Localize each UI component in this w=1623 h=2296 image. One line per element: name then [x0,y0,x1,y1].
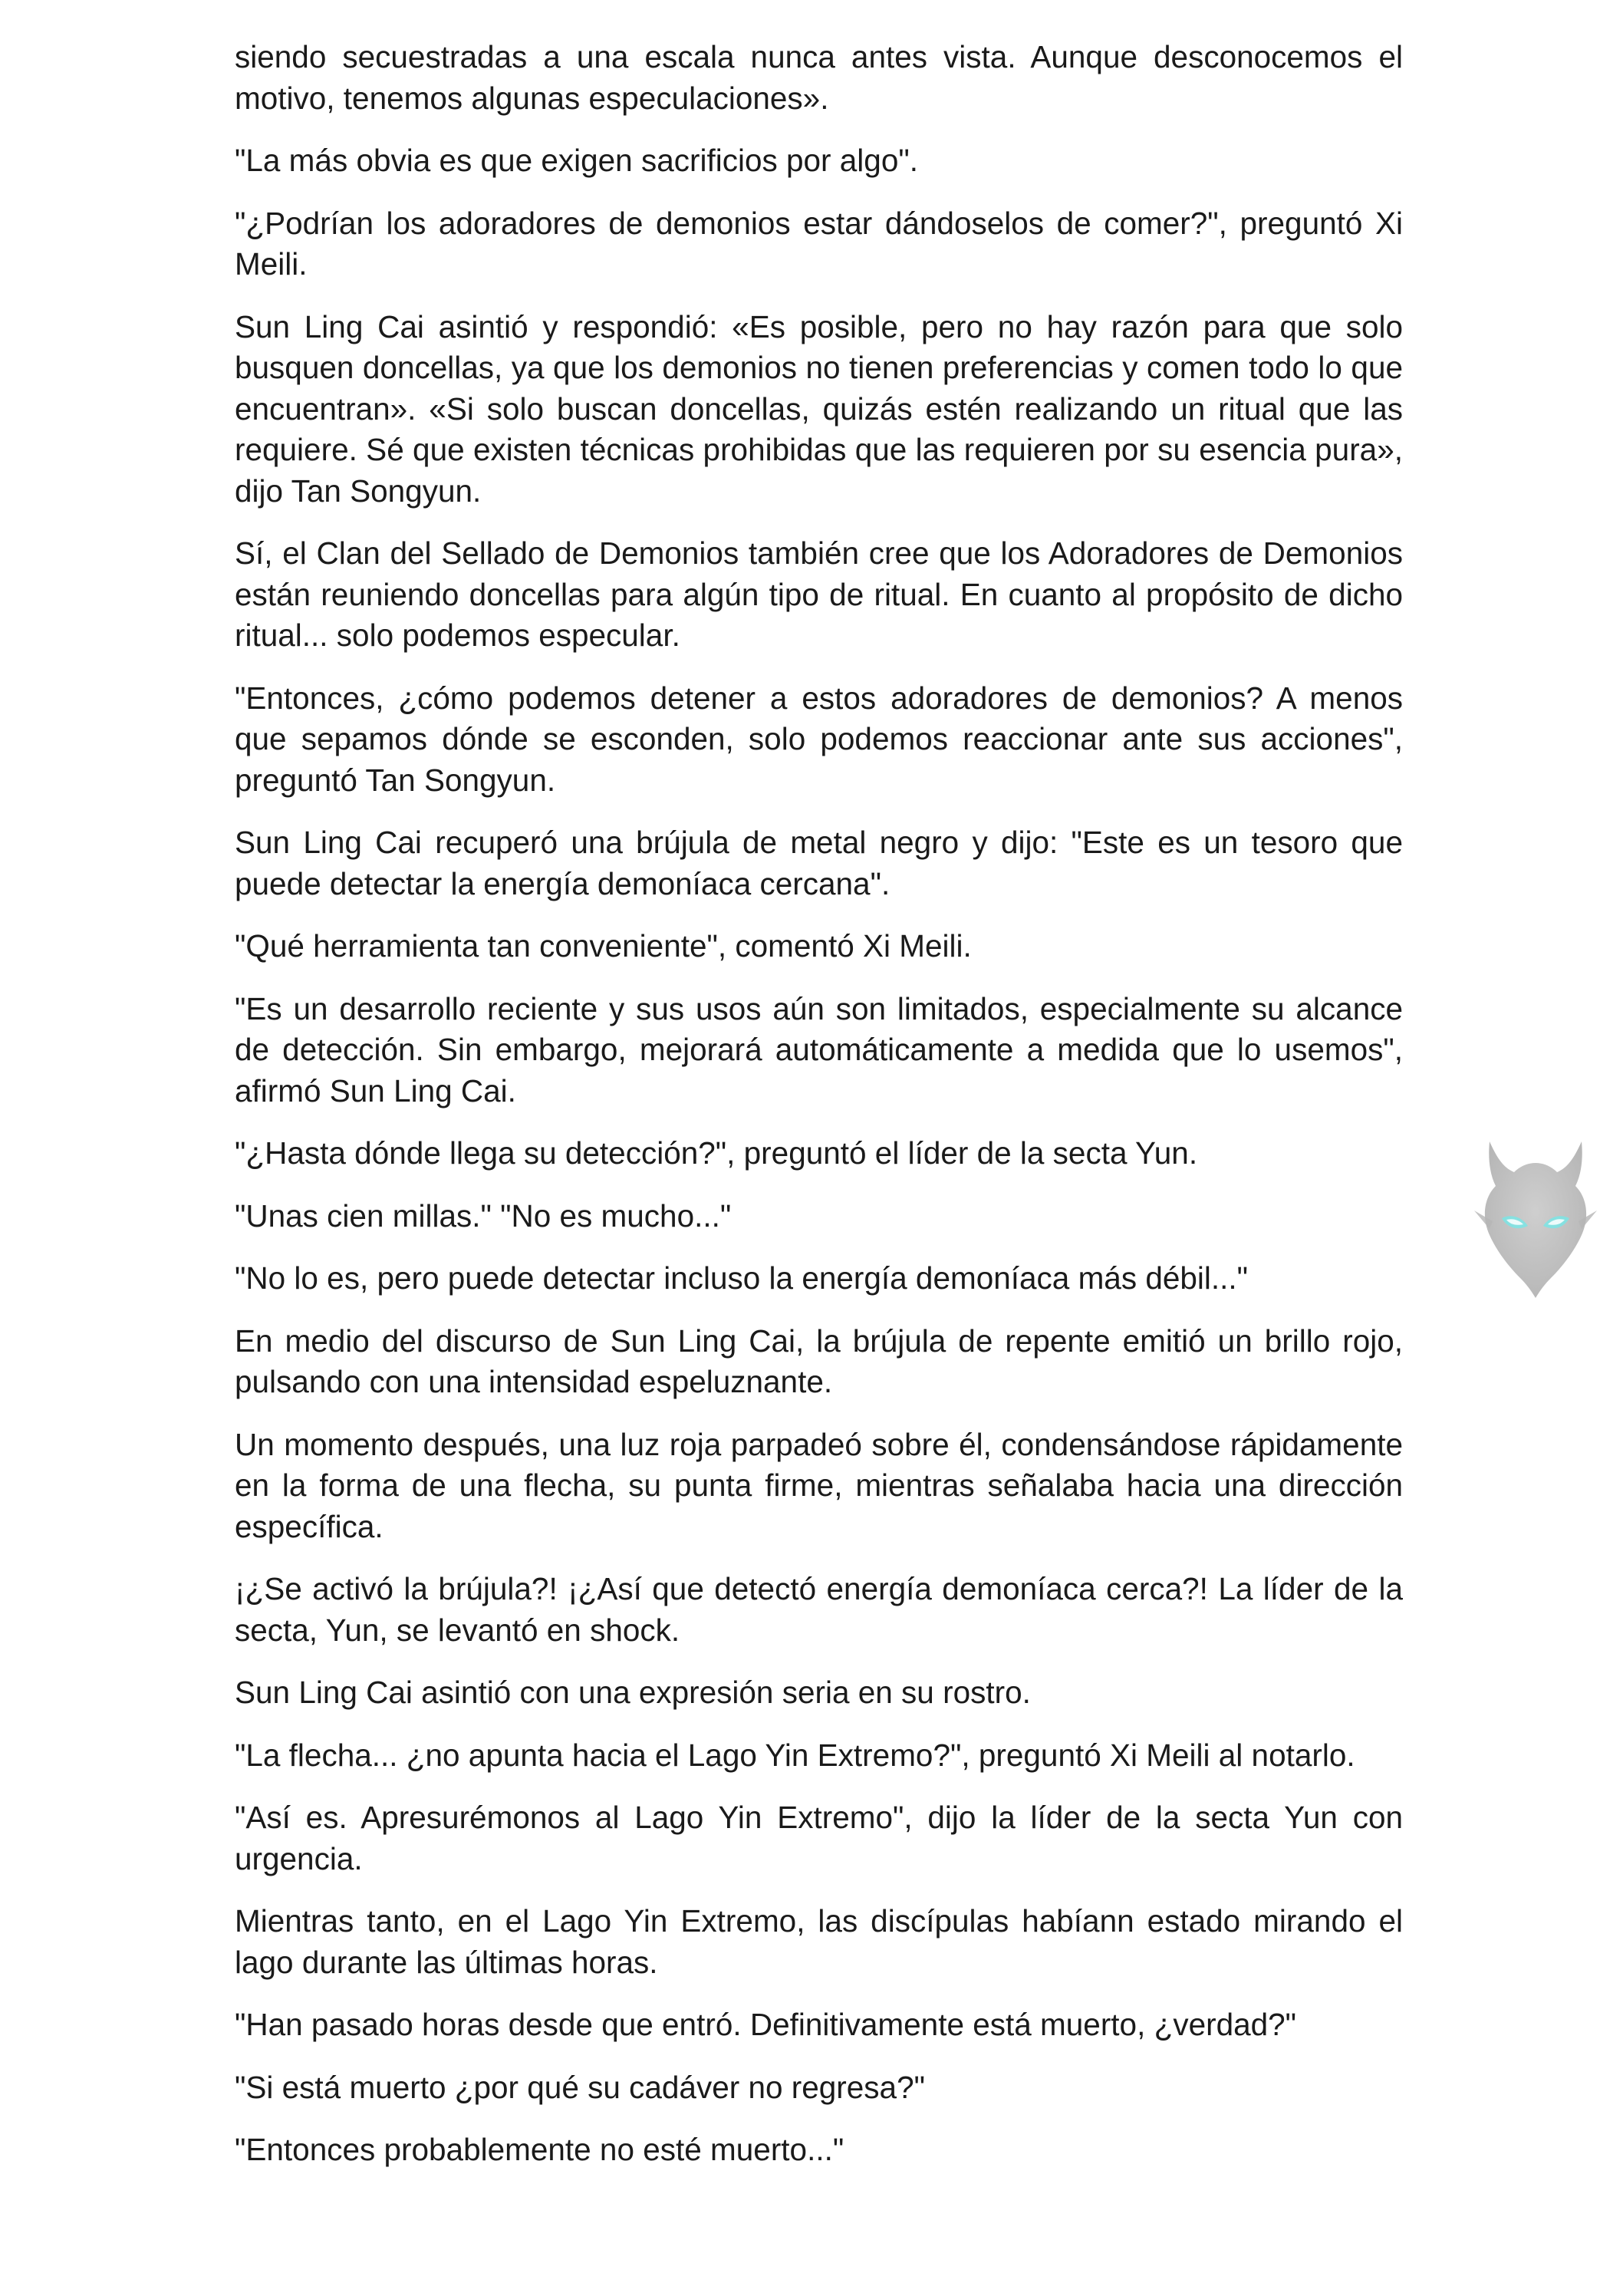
paragraph-18: "Así es. Apresurémonos al Lago Yin Extremo", dijo la líder de la secta Yun con urgencia. [235,1800,1403,1876]
paragraph-1: siendo secuestradas a una escala nunca antes vista. Aunque desconocemos el motivo, tenemos algunas especulaciones». [235,39,1403,116]
paragraph-14: Un momento después, una luz roja parpadeó sobre él, condensándose rápidamente en la forma de una flecha, su punta firme, mientras señalaba hacia una dirección específica. [235,1426,1403,1544]
paragraph-6: "Entonces, ¿cómo podemos detener a estos adoradores de demonios? A menos que sepamos dónde se esconden, solo podemos reaccionar ante sus acciones", preguntó Tan Songyun. [235,680,1403,798]
paragraph-20: "Han pasado horas desde que entró. Definitivamente está muerto, ¿verdad?" [235,2007,1297,2042]
paragraph-19: Mientras tanto, en el Lago Yin Extremo, las discípulas habíann estado mirando el lago durante las últimas horas. [235,1903,1403,1980]
paragraph-13: En medio del discurso de Sun Ling Cai, la brújula de repente emitió un brillo rojo, pulsando con una intensidad espeluznante. [235,1323,1403,1399]
paragraph-10: "¿Hasta dónde llega su detección?", preguntó el líder de la secta Yun. [235,1135,1198,1171]
paragraph-4: Sun Ling Cai asintió y respondió: «Es posible, pero no hay razón para que solo busquen doncellas, ya que los demonios no tienen preferencias y comen todo lo que encuentran». «Si solo buscan doncellas, quizás estén realizando un ritual que las requiere. Sé que existen técnicas prohibidas que las requieren por su esencia pura», dijo Tan Songyun. [235,308,1403,509]
document-body [235,37,1403,2192]
paragraph-11: "Unas cien millas." "No es mucho..." [235,1197,732,1234]
paragraph-8: "Qué herramienta tan conveniente", comentó Xi Meili. [235,928,972,964]
paragraph-16: Sun Ling Cai asintió con una expresión seria en su rostro. [235,1675,1031,1710]
paragraph-21: "Si está muerto ¿por qué su cadáver no regresa?" [235,2069,925,2105]
paragraph-22: "Entonces probablemente no esté muerto..." [235,2132,844,2167]
paragraph-3: "¿Podrían los adoradores de demonios estar dándoselos de comer?", preguntó Xi Meili. [235,205,1403,282]
paragraph-12: "No lo es, pero puede detectar incluso la energía demoníaca más débil..." [235,1260,1249,1296]
demon-head-icon [1467,1128,1605,1304]
paragraph-15: ¡¿Se activó la brújula?! ¡¿Así que detectó energía demoníaca cerca?! La líder de la secta, Yun, se levantó en shock. [235,1571,1403,1648]
paragraph-2: "La más obvia es que exigen sacrificios por algo". [235,143,918,178]
paragraph-17: "La flecha... ¿no apunta hacia el Lago Yin Extremo?", preguntó Xi Meili al notarlo. [235,1737,1355,1773]
paragraph-9: "Es un desarrollo reciente y sus usos aún son limitados, especialmente su alcance de detección. Sin embargo, mejorará automáticamente a medida que lo usemos", afirmó Sun Ling Cai. [235,990,1403,1108]
paragraph-7: Sun Ling Cai recuperó una brújula de metal negro y dijo: "Este es un tesoro que puede detectar la energía demoníaca cercana". [235,825,1403,901]
paragraph-5: Sí, el Clan del Sellado de Demonios también cree que los Adoradores de Demonios están reuniendo doncellas para algún tipo de ritual. En cuanto al propósito de dicho ritual... solo podemos especular. [235,535,1403,653]
